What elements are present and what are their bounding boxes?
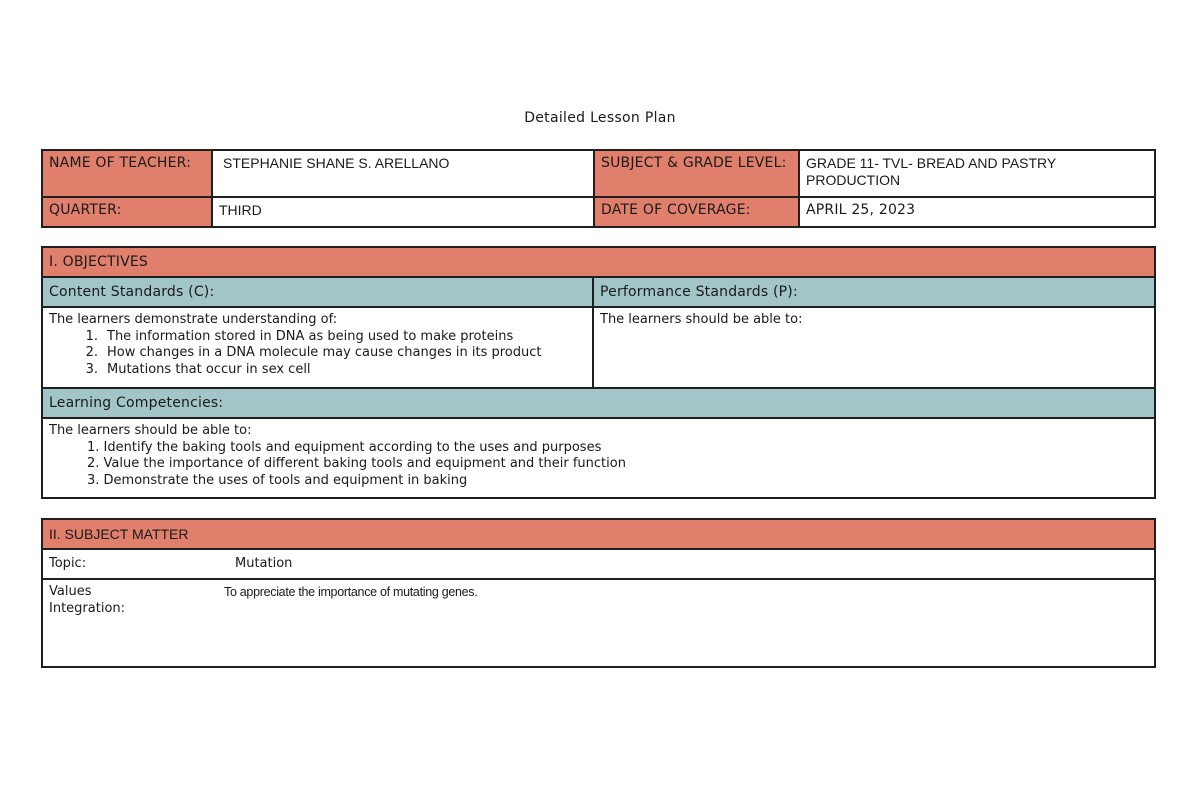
learning-competencies-label: Learning Competencies: [42,388,1155,418]
subject-grade-value: GRADE 11- TVL- BREAD AND PASTRY PRODUCTION [799,150,1155,197]
list-text: The information stored in DNA as being used to make proteins [107,328,514,344]
list-text: How changes in a DNA molecule may cause changes in its product [107,345,542,360]
list-text: Mutations that occur in sex cell [107,361,311,377]
content-standards-label: Content Standards (C): [42,277,593,307]
teacher-name-label: NAME OF TEACHER: [42,150,212,197]
values-integration-label-text: Values Integration: [49,584,126,616]
date-coverage-label: DATE OF COVERAGE: [594,197,799,227]
performance-standards-intro: The learners should be able to: [600,312,803,327]
teacher-name-value: STEPHANIE SHANE S. ARELLANO [212,150,594,197]
quarter-value: THIRD [212,197,594,227]
content-standards-list [49,329,586,379]
performance-standards-cell [593,307,1155,388]
objectives-table [41,246,1156,499]
list-item: 3. Demonstrate the uses of tools and equipment in baking [87,472,468,488]
subject-matter-table [41,518,1156,668]
list-item [49,362,586,379]
values-integration-label [42,579,217,667]
subject-grade-label: SUBJECT & GRADE LEVEL: [594,150,799,197]
content-standards-cell [42,307,593,388]
topic-label: Topic: [42,549,217,579]
list-item [49,345,586,362]
learning-competencies-cell [42,418,1155,498]
topic-value: Mutation [217,549,1155,579]
content-standards-intro: The learners demonstrate understanding of: [49,312,338,327]
values-integration-value: To appreciate the importance of mutating genes. [217,579,1155,667]
list-number: 2. [85,345,98,360]
list-item: 1. Identify the baking tools and equipment according to the uses and purposes [87,439,602,455]
list-number: 3. [85,361,98,377]
list-item [49,329,586,346]
teacher-info-table [41,149,1156,228]
subject-matter-heading: II. SUBJECT MATTER [42,519,1155,549]
document-title: Detailed Lesson Plan [524,110,676,126]
objectives-heading: I. OBJECTIVES [42,247,1155,277]
quarter-label: QUARTER: [42,197,212,227]
list-number: 1. [85,328,98,344]
date-coverage-value: APRIL 25, 2023 [799,197,1155,227]
competencies-intro: The learners should be able to: [49,423,252,438]
performance-standards-label: Performance Standards (P): [593,277,1155,307]
list-item: 2. Value the importance of different baking tools and equipment and their function [87,456,626,471]
